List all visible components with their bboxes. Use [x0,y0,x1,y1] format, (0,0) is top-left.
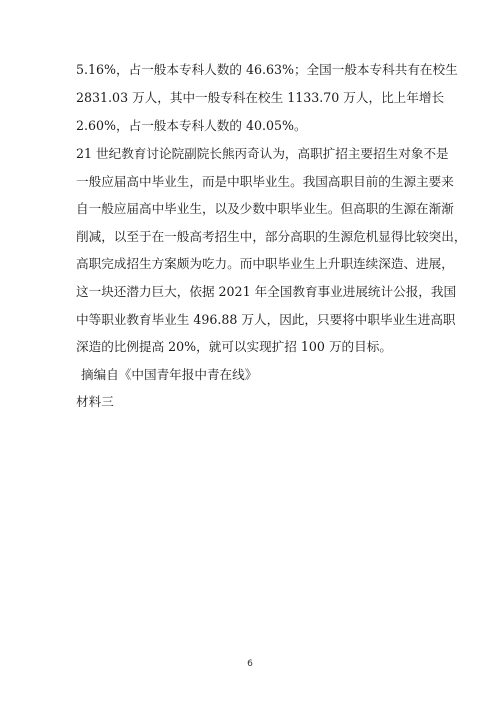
paragraph-line: 这一块还潜力巨大，依据 2021 年全国教育事业进展统计公报，我国 [76,284,457,299]
paragraph-line: 自一般应届高中毕业生，以及少数中职毕业生。但高职的生源在渐渐 [76,201,454,216]
paragraph-line: 2831.03 万人，其中一般专科在校生 1133.70 万人，比上年增长 [76,90,445,105]
source-citation: 摘编自《中国青年报中青在线》 [81,367,258,382]
paragraph-line: 高职完成招生方案颇为吃力。而中职毕业生上升职连续深造、进展， [76,256,454,271]
paragraph-line: 5.16%，占一般本专科人数的 46.63%；全国一般本专科共有在校生 [76,62,458,77]
section-heading: 材料三 [76,394,114,409]
page-number: 6 [247,659,253,669]
paragraph-line: 削减，以至于在一般高考招生中，部分高职的生源危机显得比较突出， [76,229,467,244]
paragraph-line: 深造的比例提高 20%，就可以实现扩招 100 万的目标。 [76,339,392,354]
paragraph-line: 2.60%，占一般本专科人数的 40.05%。 [76,118,307,133]
paragraph-line: 一般应届高中毕业生，而是中职毕业生。我国高职目前的生源主要来 [76,174,454,189]
paragraph-line: 中等职业教育毕业生 496.88 万人，因此，只要将中职毕业生进高职 [76,312,456,327]
paragraph-line: 21 世纪教育讨论院副院长熊丙奇认为，高职扩招主要招生对象不是 [76,146,449,161]
